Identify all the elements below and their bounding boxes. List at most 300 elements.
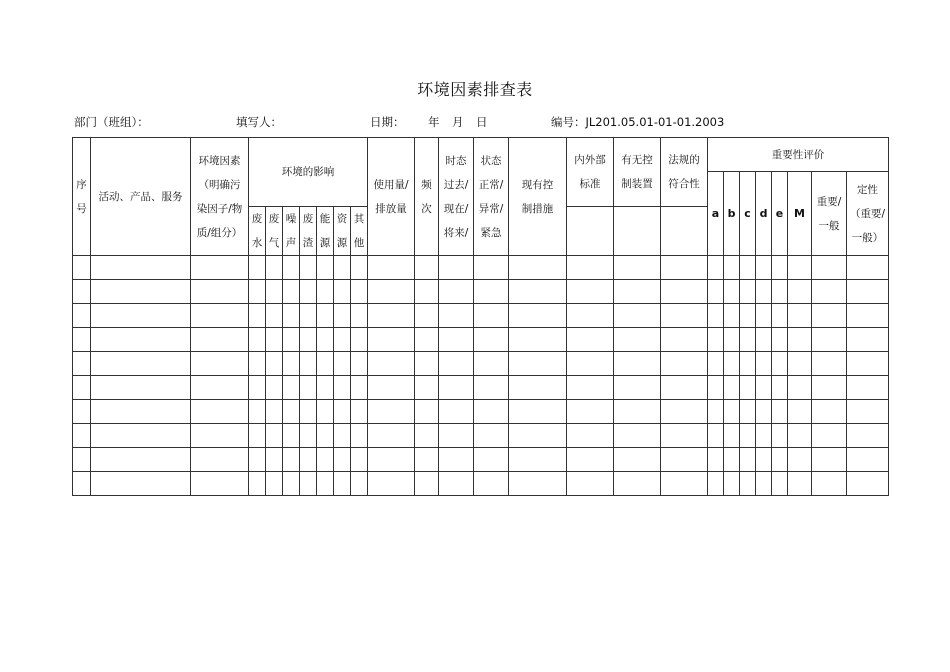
table-cell[interactable] xyxy=(191,376,249,400)
table-cell[interactable] xyxy=(368,256,415,280)
table-cell[interactable] xyxy=(474,376,509,400)
table-cell[interactable] xyxy=(847,376,889,400)
header-tense: 时态 过去/ 现在/ 将来/ xyxy=(439,138,474,256)
table-row xyxy=(73,304,889,328)
table-cell[interactable] xyxy=(740,424,756,448)
table-cell[interactable] xyxy=(249,256,266,280)
table-cell[interactable] xyxy=(567,472,614,496)
form-title: 环境因素排查表 xyxy=(417,80,533,99)
table-cell[interactable] xyxy=(614,304,661,328)
table-cell[interactable] xyxy=(756,376,772,400)
table-cell[interactable] xyxy=(266,256,283,280)
table-cell[interactable] xyxy=(567,328,614,352)
table-cell[interactable] xyxy=(283,352,300,376)
device-blank xyxy=(614,207,661,256)
table-cell[interactable] xyxy=(788,280,812,304)
table-cell[interactable] xyxy=(317,304,334,328)
table-cell[interactable] xyxy=(368,424,415,448)
table-cell[interactable] xyxy=(191,280,249,304)
table-cell[interactable] xyxy=(708,424,724,448)
table-cell[interactable] xyxy=(740,472,756,496)
table-cell[interactable] xyxy=(812,328,847,352)
table-cell[interactable] xyxy=(334,328,351,352)
table-cell[interactable] xyxy=(812,448,847,472)
table-cell[interactable] xyxy=(317,448,334,472)
table-cell[interactable] xyxy=(317,472,334,496)
table-cell[interactable] xyxy=(772,472,788,496)
table-cell[interactable] xyxy=(756,304,772,328)
table-cell[interactable] xyxy=(368,472,415,496)
table-cell[interactable] xyxy=(191,304,249,328)
header-eval-e: e xyxy=(772,172,788,256)
table-cell[interactable] xyxy=(724,472,740,496)
table-cell[interactable] xyxy=(368,328,415,352)
table-cell[interactable] xyxy=(91,376,191,400)
table-cell[interactable] xyxy=(509,256,567,280)
table-cell[interactable] xyxy=(788,376,812,400)
table-cell[interactable] xyxy=(249,400,266,424)
table-cell[interactable] xyxy=(249,328,266,352)
table-cell[interactable] xyxy=(300,328,317,352)
table-cell[interactable] xyxy=(266,328,283,352)
table-cell[interactable] xyxy=(756,424,772,448)
table-cell[interactable] xyxy=(847,328,889,352)
table-cell[interactable] xyxy=(661,280,708,304)
table-cell[interactable] xyxy=(788,400,812,424)
table-cell[interactable] xyxy=(509,376,567,400)
table-cell[interactable] xyxy=(368,352,415,376)
table-cell[interactable] xyxy=(614,400,661,424)
table-row xyxy=(73,400,889,424)
compliance-blank xyxy=(661,207,708,256)
table-cell[interactable] xyxy=(474,352,509,376)
department-label: 部门（班组）： xyxy=(74,115,149,129)
table-cell[interactable] xyxy=(708,352,724,376)
header-impact-energy: 能 源 xyxy=(317,207,334,256)
table-cell[interactable] xyxy=(439,400,474,424)
table-cell[interactable] xyxy=(351,448,368,472)
table-cell[interactable] xyxy=(283,400,300,424)
table-cell[interactable] xyxy=(91,280,191,304)
table-cell[interactable] xyxy=(266,280,283,304)
table-cell[interactable] xyxy=(812,400,847,424)
table-cell[interactable] xyxy=(317,280,334,304)
table-cell[interactable] xyxy=(439,376,474,400)
table-cell[interactable] xyxy=(756,472,772,496)
table-cell[interactable] xyxy=(474,472,509,496)
table-cell[interactable] xyxy=(351,328,368,352)
table-cell[interactable] xyxy=(317,328,334,352)
table-cell[interactable] xyxy=(614,280,661,304)
table-cell[interactable] xyxy=(317,352,334,376)
table-cell[interactable] xyxy=(73,424,91,448)
table-cell[interactable] xyxy=(740,448,756,472)
table-cell[interactable] xyxy=(334,448,351,472)
table-cell[interactable] xyxy=(334,424,351,448)
table-cell[interactable] xyxy=(351,424,368,448)
table-cell[interactable] xyxy=(283,304,300,328)
table-cell[interactable] xyxy=(614,328,661,352)
header-seq: 序 号 xyxy=(73,138,91,256)
table-cell[interactable] xyxy=(772,376,788,400)
table-cell[interactable] xyxy=(415,304,439,328)
header-eval-a: a xyxy=(708,172,724,256)
table-cell[interactable] xyxy=(368,304,415,328)
table-cell[interactable] xyxy=(191,400,249,424)
table-cell[interactable] xyxy=(756,448,772,472)
table-cell[interactable] xyxy=(317,400,334,424)
table-cell[interactable] xyxy=(334,352,351,376)
table-cell[interactable] xyxy=(91,256,191,280)
filler-label: 填写人： xyxy=(236,115,282,129)
table-cell[interactable] xyxy=(191,448,249,472)
table-cell[interactable] xyxy=(439,280,474,304)
table-cell[interactable] xyxy=(283,256,300,280)
table-cell[interactable] xyxy=(661,376,708,400)
table-cell[interactable] xyxy=(283,328,300,352)
table-cell[interactable] xyxy=(708,280,724,304)
header-eval-d: d xyxy=(756,172,772,256)
table-cell[interactable] xyxy=(415,328,439,352)
table-cell[interactable] xyxy=(91,352,191,376)
table-cell[interactable] xyxy=(300,424,317,448)
table-cell[interactable] xyxy=(756,328,772,352)
table-cell[interactable] xyxy=(847,472,889,496)
date-label: 日期： xyxy=(370,115,405,129)
table-cell[interactable] xyxy=(300,448,317,472)
table-cell[interactable] xyxy=(724,256,740,280)
table-cell[interactable] xyxy=(368,400,415,424)
table-cell[interactable] xyxy=(509,424,567,448)
table-cell[interactable] xyxy=(73,400,91,424)
table-cell[interactable] xyxy=(847,448,889,472)
table-cell[interactable] xyxy=(91,304,191,328)
table-cell[interactable] xyxy=(724,400,740,424)
header-eval-m: M xyxy=(788,172,812,256)
table-cell[interactable] xyxy=(740,280,756,304)
table-cell[interactable] xyxy=(300,304,317,328)
table-cell[interactable] xyxy=(614,376,661,400)
table-cell[interactable] xyxy=(788,328,812,352)
table-cell[interactable] xyxy=(266,424,283,448)
header-impact: 环境的影响 xyxy=(249,138,368,207)
table-cell[interactable] xyxy=(772,400,788,424)
table-cell[interactable] xyxy=(474,400,509,424)
table-cell[interactable] xyxy=(756,352,772,376)
table-cell[interactable] xyxy=(415,376,439,400)
table-cell[interactable] xyxy=(351,352,368,376)
table-cell[interactable] xyxy=(266,304,283,328)
table-cell[interactable] xyxy=(772,280,788,304)
table-cell[interactable] xyxy=(740,328,756,352)
table-cell[interactable] xyxy=(91,400,191,424)
table-cell[interactable] xyxy=(661,352,708,376)
table-cell[interactable] xyxy=(812,280,847,304)
table-cell[interactable] xyxy=(191,256,249,280)
table-cell[interactable] xyxy=(91,472,191,496)
table-cell[interactable] xyxy=(661,400,708,424)
table-cell[interactable] xyxy=(812,304,847,328)
table-cell[interactable] xyxy=(567,256,614,280)
header-important: 重要/ 一般 xyxy=(812,172,847,256)
table-cell[interactable] xyxy=(334,304,351,328)
header-compliance: 法规的 符合性 xyxy=(661,138,708,207)
table-cell[interactable] xyxy=(614,424,661,448)
table-cell[interactable] xyxy=(567,280,614,304)
table-cell[interactable] xyxy=(334,472,351,496)
table-row xyxy=(73,256,889,280)
table-cell[interactable] xyxy=(300,256,317,280)
header-frequency: 频 次 xyxy=(415,138,439,256)
table-row xyxy=(73,328,889,352)
table-cell[interactable] xyxy=(439,448,474,472)
table-cell[interactable] xyxy=(283,280,300,304)
table-cell[interactable] xyxy=(266,448,283,472)
table-cell[interactable] xyxy=(509,352,567,376)
table-cell[interactable] xyxy=(812,376,847,400)
table-cell[interactable] xyxy=(415,280,439,304)
table-row xyxy=(73,472,889,496)
table-cell[interactable] xyxy=(812,352,847,376)
table-cell[interactable] xyxy=(847,400,889,424)
table-cell[interactable] xyxy=(474,256,509,280)
table-cell[interactable] xyxy=(740,256,756,280)
table-cell[interactable] xyxy=(266,352,283,376)
table-cell[interactable] xyxy=(847,424,889,448)
table-cell[interactable] xyxy=(191,424,249,448)
table-cell[interactable] xyxy=(661,256,708,280)
table-cell[interactable] xyxy=(788,424,812,448)
table-cell[interactable] xyxy=(439,328,474,352)
table-cell[interactable] xyxy=(724,328,740,352)
table-cell[interactable] xyxy=(73,352,91,376)
header-qualitative: 定性 （重要/ 一般） xyxy=(847,172,889,256)
table-cell[interactable] xyxy=(661,304,708,328)
table-cell[interactable] xyxy=(249,472,266,496)
table-row xyxy=(73,352,889,376)
header-control: 现有控 制措施 xyxy=(509,138,567,256)
table-cell[interactable] xyxy=(351,400,368,424)
table-cell[interactable] xyxy=(740,352,756,376)
table-cell[interactable] xyxy=(266,376,283,400)
table-cell[interactable] xyxy=(73,304,91,328)
table-cell[interactable] xyxy=(249,304,266,328)
table-cell[interactable] xyxy=(847,304,889,328)
header-impact-wastewater: 废 水 xyxy=(249,207,266,256)
table-cell[interactable] xyxy=(415,448,439,472)
table-cell[interactable] xyxy=(300,400,317,424)
table-cell[interactable] xyxy=(283,448,300,472)
header-impact-other: 其 他 xyxy=(351,207,368,256)
table-cell[interactable] xyxy=(708,256,724,280)
table-cell[interactable] xyxy=(708,400,724,424)
table-cell[interactable] xyxy=(772,352,788,376)
table-cell[interactable] xyxy=(708,304,724,328)
table-cell[interactable] xyxy=(317,256,334,280)
table-cell[interactable] xyxy=(614,472,661,496)
table-cell[interactable] xyxy=(368,280,415,304)
table-cell[interactable] xyxy=(772,424,788,448)
table-cell[interactable] xyxy=(439,472,474,496)
table-cell[interactable] xyxy=(788,256,812,280)
table-cell[interactable] xyxy=(334,376,351,400)
table-cell[interactable] xyxy=(661,472,708,496)
table-cell[interactable] xyxy=(73,376,91,400)
table-cell[interactable] xyxy=(191,352,249,376)
table-cell[interactable] xyxy=(567,376,614,400)
table-cell[interactable] xyxy=(415,400,439,424)
table-cell[interactable] xyxy=(567,304,614,328)
table-cell[interactable] xyxy=(847,256,889,280)
header-impact-wastegas: 废 气 xyxy=(266,207,283,256)
table-cell[interactable] xyxy=(415,472,439,496)
table-cell[interactable] xyxy=(708,448,724,472)
table-cell[interactable] xyxy=(724,352,740,376)
table-cell[interactable] xyxy=(439,256,474,280)
table-cell[interactable] xyxy=(249,424,266,448)
table-cell[interactable] xyxy=(788,304,812,328)
table-cell[interactable] xyxy=(614,256,661,280)
table-cell[interactable] xyxy=(509,400,567,424)
table-cell[interactable] xyxy=(509,472,567,496)
table-cell[interactable] xyxy=(614,448,661,472)
table-cell[interactable] xyxy=(439,304,474,328)
table-cell[interactable] xyxy=(474,424,509,448)
table-cell[interactable] xyxy=(249,352,266,376)
table-cell[interactable] xyxy=(73,448,91,472)
table-cell[interactable] xyxy=(788,472,812,496)
table-cell[interactable] xyxy=(334,400,351,424)
table-cell[interactable] xyxy=(351,280,368,304)
table-row xyxy=(73,280,889,304)
table-cell[interactable] xyxy=(772,304,788,328)
table-cell[interactable] xyxy=(708,376,724,400)
month-label: 月 xyxy=(452,115,464,129)
table-cell[interactable] xyxy=(249,376,266,400)
table-cell[interactable] xyxy=(724,424,740,448)
table-cell[interactable] xyxy=(191,328,249,352)
table-cell[interactable] xyxy=(415,424,439,448)
table-cell[interactable] xyxy=(567,448,614,472)
table-cell[interactable] xyxy=(191,472,249,496)
table-cell[interactable] xyxy=(368,448,415,472)
table-cell[interactable] xyxy=(847,352,889,376)
table-cell[interactable] xyxy=(724,448,740,472)
table-cell[interactable] xyxy=(724,304,740,328)
table-cell[interactable] xyxy=(283,472,300,496)
table-row xyxy=(73,448,889,472)
table-cell[interactable] xyxy=(567,424,614,448)
header-impact-resource: 资 源 xyxy=(334,207,351,256)
table-cell[interactable] xyxy=(300,472,317,496)
table-cell[interactable] xyxy=(724,376,740,400)
table-cell[interactable] xyxy=(509,304,567,328)
table-cell[interactable] xyxy=(756,280,772,304)
table-cell[interactable] xyxy=(847,280,889,304)
table-cell[interactable] xyxy=(415,352,439,376)
table-cell[interactable] xyxy=(756,400,772,424)
table-cell[interactable] xyxy=(756,256,772,280)
table-cell[interactable] xyxy=(91,424,191,448)
table-cell[interactable] xyxy=(317,424,334,448)
table-cell[interactable] xyxy=(788,352,812,376)
table-cell[interactable] xyxy=(812,472,847,496)
table-cell[interactable] xyxy=(509,448,567,472)
table-cell[interactable] xyxy=(334,280,351,304)
standard-blank xyxy=(567,207,614,256)
table-cell[interactable] xyxy=(474,280,509,304)
table-cell[interactable] xyxy=(812,256,847,280)
table-cell[interactable] xyxy=(334,256,351,280)
table-cell[interactable] xyxy=(73,472,91,496)
table-cell[interactable] xyxy=(509,328,567,352)
table-row xyxy=(73,376,889,400)
table-cell[interactable] xyxy=(439,352,474,376)
table-cell[interactable] xyxy=(661,448,708,472)
table-cell[interactable] xyxy=(474,448,509,472)
table-cell[interactable] xyxy=(266,400,283,424)
table-cell[interactable] xyxy=(351,304,368,328)
table-cell[interactable] xyxy=(73,328,91,352)
table-cell[interactable] xyxy=(740,304,756,328)
table-cell[interactable] xyxy=(661,328,708,352)
table-cell[interactable] xyxy=(708,328,724,352)
table-cell[interactable] xyxy=(351,256,368,280)
header-eval-b: b xyxy=(724,172,740,256)
table-cell[interactable] xyxy=(368,376,415,400)
table-cell[interactable] xyxy=(249,280,266,304)
table-cell[interactable] xyxy=(439,424,474,448)
table-cell[interactable] xyxy=(474,304,509,328)
table-cell[interactable] xyxy=(772,448,788,472)
table-cell[interactable] xyxy=(567,400,614,424)
table-cell[interactable] xyxy=(415,256,439,280)
table-cell[interactable] xyxy=(509,280,567,304)
form-code: 编号：JL201.05.01-01-01.2003 xyxy=(551,115,725,129)
table-cell[interactable] xyxy=(73,280,91,304)
table-cell[interactable] xyxy=(317,376,334,400)
table-cell[interactable] xyxy=(283,424,300,448)
table-cell[interactable] xyxy=(772,256,788,280)
table-cell[interactable] xyxy=(351,376,368,400)
header-standard: 内外部 标准 xyxy=(567,138,614,207)
table-cell[interactable] xyxy=(300,352,317,376)
table-cell[interactable] xyxy=(724,280,740,304)
table-cell[interactable] xyxy=(283,376,300,400)
table-cell[interactable] xyxy=(740,376,756,400)
table-cell[interactable] xyxy=(351,472,368,496)
table-cell[interactable] xyxy=(614,352,661,376)
table-cell[interactable] xyxy=(740,400,756,424)
table-cell[interactable] xyxy=(300,280,317,304)
table-cell[interactable] xyxy=(567,352,614,376)
table-cell[interactable] xyxy=(91,448,191,472)
header-eval: 重要性评价 xyxy=(708,138,889,172)
table-cell[interactable] xyxy=(91,328,191,352)
table-cell[interactable] xyxy=(300,376,317,400)
table-cell[interactable] xyxy=(73,256,91,280)
table-cell[interactable] xyxy=(249,448,266,472)
table-cell[interactable] xyxy=(661,424,708,448)
table-cell[interactable] xyxy=(266,472,283,496)
header-device: 有无控 制装置 xyxy=(614,138,661,207)
table-cell[interactable] xyxy=(772,328,788,352)
header-impact-residue: 废 渣 xyxy=(300,207,317,256)
table-cell[interactable] xyxy=(708,472,724,496)
table-cell[interactable] xyxy=(474,328,509,352)
table-cell[interactable] xyxy=(788,448,812,472)
table-cell[interactable] xyxy=(812,424,847,448)
